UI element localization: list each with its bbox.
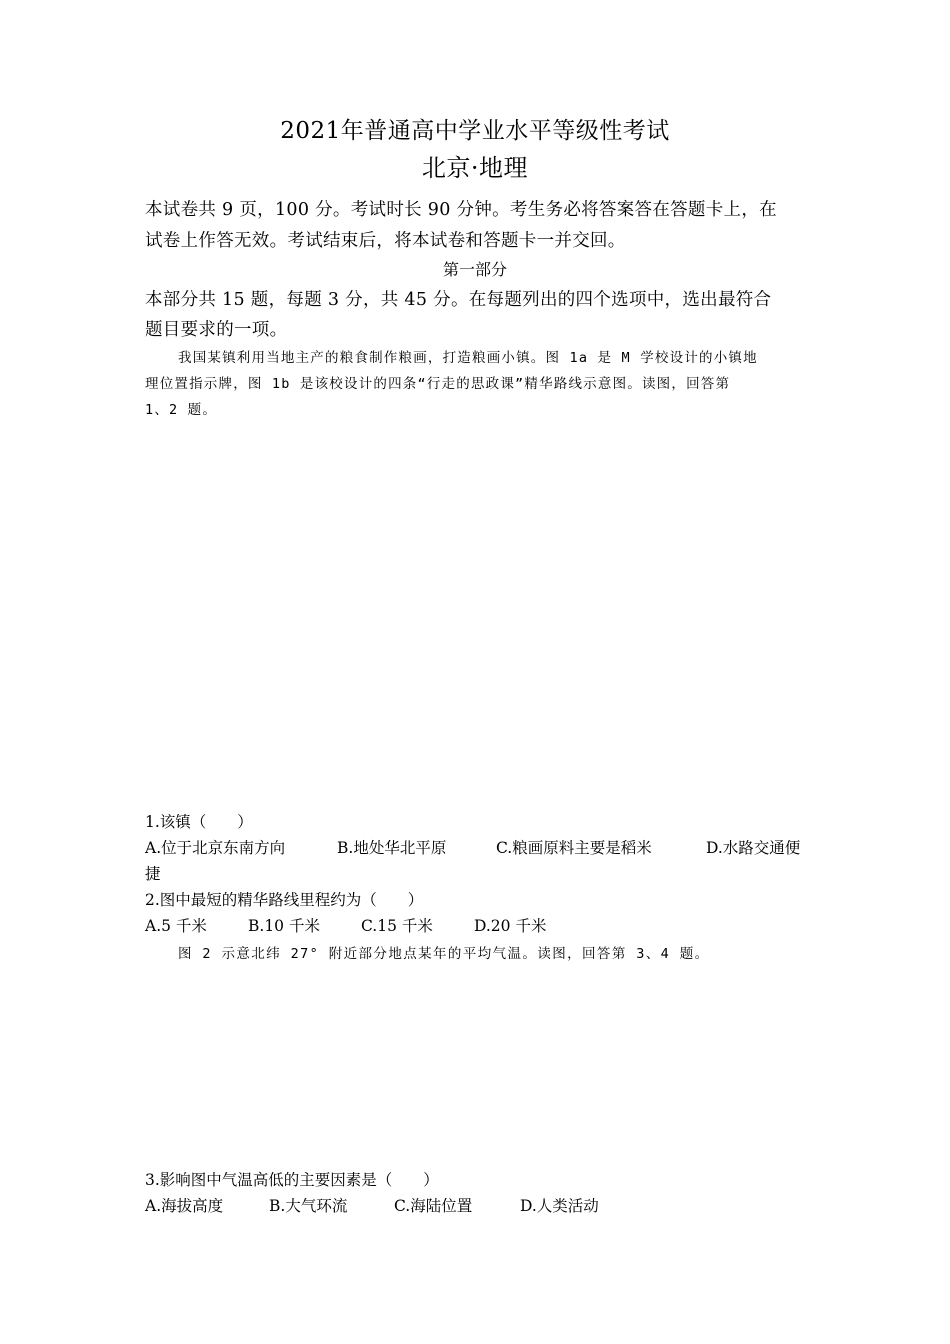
q3-stem: 3.影响图中气温高低的主要因素是（ ）	[145, 1171, 439, 1189]
q2-option-b: B.10 千米	[248, 917, 320, 935]
q3-option-a: A.海拔高度	[145, 1197, 224, 1215]
q2-stem: 2.图中最短的精华路线里程约为（ ）	[145, 891, 424, 909]
passage-2: 图 2 示意北纬 27° 附近部分地点某年的平均气温。读图，回答第 3、4 题。	[178, 946, 710, 962]
part-desc-line-1: 本部分共 15 题，每题 3 分，共 45 分。在每题列出的四个选项中，选出最符合	[145, 290, 772, 310]
q1-option-c: C.粮画原料主要是稻米	[496, 839, 652, 857]
q2-option-c: C.15 千米	[361, 917, 433, 935]
q2-option-a: A.5 千米	[145, 917, 207, 935]
passage-1-line-1: 我国某镇利用当地主产的粮食制作粮画，打造粮画小镇。图 1a 是 M 学校设计的小镇地	[178, 350, 758, 366]
q1-option-a: A.位于北京东南方向	[145, 839, 286, 857]
exam-subtitle: 北京·地理	[421, 154, 529, 182]
q1-option-b: B.地处华北平原	[337, 839, 447, 857]
passage-1-line-2: 理位置指示牌，图 1b 是该校设计的四条“行走的思政课”精华路线示意图。读图，回答第	[145, 376, 731, 392]
q2-option-d: D.20 千米	[474, 917, 547, 935]
q3-option-c: C.海陆位置	[394, 1197, 473, 1215]
part-desc-line-2: 题目要求的一项。	[145, 320, 288, 340]
instructions-line-2: 试卷上作答无效。考试结束后，将本试卷和答题卡一并交回。	[145, 231, 626, 251]
q1-option-d: D.水路交通便	[706, 839, 801, 857]
exam-title: 2021年普通高中学业水平等级性考试	[280, 118, 670, 144]
q1-stem: 1.该镇（ ）	[145, 813, 253, 831]
passage-1-line-3: 1、2 题。	[145, 402, 218, 418]
figure-2-area	[145, 970, 807, 1160]
q1-option-d-continued: 捷	[145, 865, 161, 883]
q3-option-b: B.大气环流	[269, 1197, 348, 1215]
q3-option-d: D.人类活动	[520, 1197, 599, 1215]
figure-1-area	[145, 425, 807, 805]
part-label: 第一部分	[442, 260, 507, 279]
instructions-line-1: 本试卷共 9 页，100 分。考试时长 90 分钟。考生务必将答案答在答题卡上，在	[145, 200, 777, 220]
